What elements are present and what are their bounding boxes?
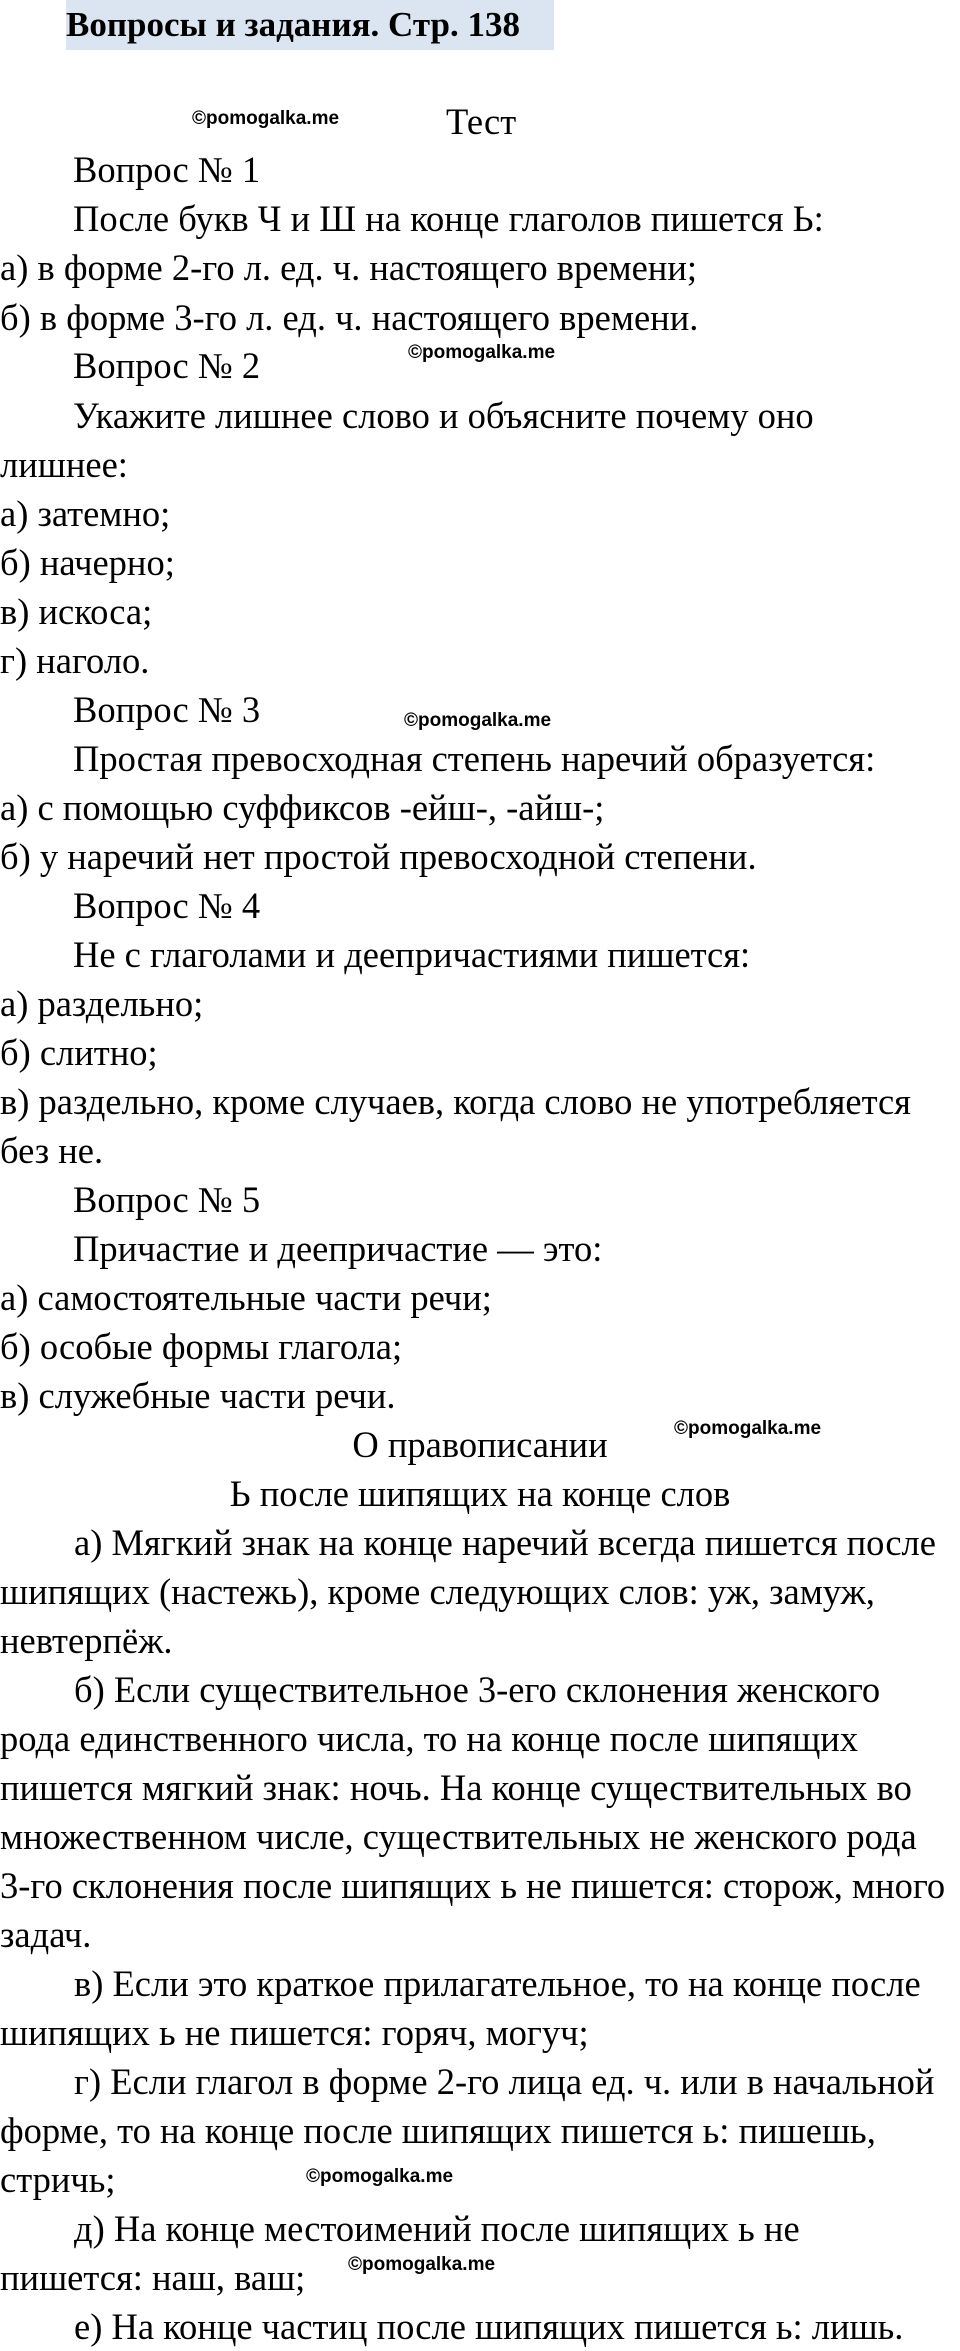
answer-option: б) слитно; bbox=[0, 1032, 158, 1073]
rule-line: шипящих (настежь), кроме следующих слов: уж, замуж, bbox=[0, 1571, 875, 1612]
section-header: Вопросы и задания. Стр. 138 bbox=[66, 0, 554, 50]
rule-line: шипящих ь не пишется: горяч, могуч; bbox=[0, 2012, 589, 2053]
question-text: Причастие и деепричастие — это: bbox=[73, 1228, 603, 1269]
question-number: Вопрос № 3 bbox=[73, 689, 261, 730]
answer-option: а) затемно; bbox=[0, 493, 171, 534]
rules-subtitle: Ь после шипящих на конце слов bbox=[229, 1473, 731, 1514]
answer-option: в) искоса; bbox=[0, 591, 153, 632]
rule-line: рода единственного числа, то на конце после шипящих bbox=[0, 1718, 859, 1759]
answer-option: без не. bbox=[0, 1130, 104, 1171]
question-text: Простая превосходная степень наречий образуется: bbox=[73, 738, 876, 779]
answer-option: б) особые формы глагола; bbox=[0, 1326, 403, 1367]
watermark: ©pomogalka.me bbox=[674, 1418, 822, 1439]
answer-option: б) у наречий нет простой превосходной степени. bbox=[0, 836, 757, 877]
rule-line: г) Если глагол в форме 2-го лица ед. ч. или в начальной bbox=[74, 2061, 935, 2102]
answer-option: в) служебные части речи. bbox=[0, 1375, 396, 1416]
question-text: лишнее: bbox=[0, 444, 128, 485]
rule-line: д) На конце местоимений после шипящих ь не bbox=[74, 2208, 800, 2249]
rule-line: форме, то на конце после шипящих пишется ь: пишешь, bbox=[0, 2110, 876, 2151]
watermark: ©pomogalka.me bbox=[348, 2254, 496, 2275]
rule-line: б) Если существительное 3-его склонения женского bbox=[74, 1669, 881, 1710]
answer-option: а) в форме 2-го л. ед. ч. настоящего времени; bbox=[0, 247, 697, 288]
question-text: После букв Ч и Ш на конце глаголов пишется Ь: bbox=[73, 198, 824, 239]
rule-line: а) Мягкий знак на конце наречий всегда пишется после bbox=[74, 1522, 936, 1563]
rules-title: О правописании bbox=[352, 1424, 608, 1465]
answer-option: в) раздельно, кроме случаев, когда слово не употребляется bbox=[0, 1081, 911, 1122]
watermark: ©pomogalka.me bbox=[192, 108, 340, 129]
answer-option: а) самостоятельные части речи; bbox=[0, 1277, 492, 1318]
answer-option: б) начерно; bbox=[0, 542, 175, 583]
answer-option: а) с помощью суффиксов -ейш-, -айш-; bbox=[0, 787, 605, 828]
question-number: Вопрос № 4 bbox=[73, 885, 261, 926]
watermark: ©pomogalka.me bbox=[408, 342, 556, 363]
rule-line: стричь; bbox=[0, 2159, 116, 2200]
question-text: Не с глаголами и деепричастиями пишется: bbox=[73, 934, 751, 975]
answer-option: а) раздельно; bbox=[0, 983, 204, 1024]
rule-line: 3-го склонения после шипящих ь не пишется: сторож, много bbox=[0, 1865, 946, 1906]
rule-line: задач. bbox=[0, 1914, 92, 1955]
question-number: Вопрос № 5 bbox=[73, 1179, 261, 1220]
question-number: Вопрос № 2 bbox=[73, 345, 261, 386]
test-title: Тест bbox=[446, 101, 517, 142]
watermark: ©pomogalka.me bbox=[404, 710, 552, 731]
rule-line: пишется: наш, ваш; bbox=[0, 2257, 306, 2298]
question-number: Вопрос № 1 bbox=[73, 149, 261, 190]
watermark: ©pomogalka.me bbox=[306, 2166, 454, 2187]
rule-line: невтерпёж. bbox=[0, 1620, 173, 1661]
rule-line: пишется мягкий знак: ночь. На конце существительных во bbox=[0, 1767, 912, 1808]
answer-option: г) наголо. bbox=[0, 640, 150, 681]
rule-line: в) Если это краткое прилагательное, то на конце после bbox=[74, 1963, 921, 2004]
answer-option: б) в форме 3-го л. ед. ч. настоящего времени. bbox=[0, 297, 699, 338]
rule-line: множественном числе, существительных не женского рода bbox=[0, 1816, 917, 1857]
rule-line: е) На конце частиц после шипящих пишется ь: лишь. bbox=[74, 2306, 904, 2347]
question-text: Укажите лишнее слово и объясните почему оно bbox=[73, 395, 814, 436]
